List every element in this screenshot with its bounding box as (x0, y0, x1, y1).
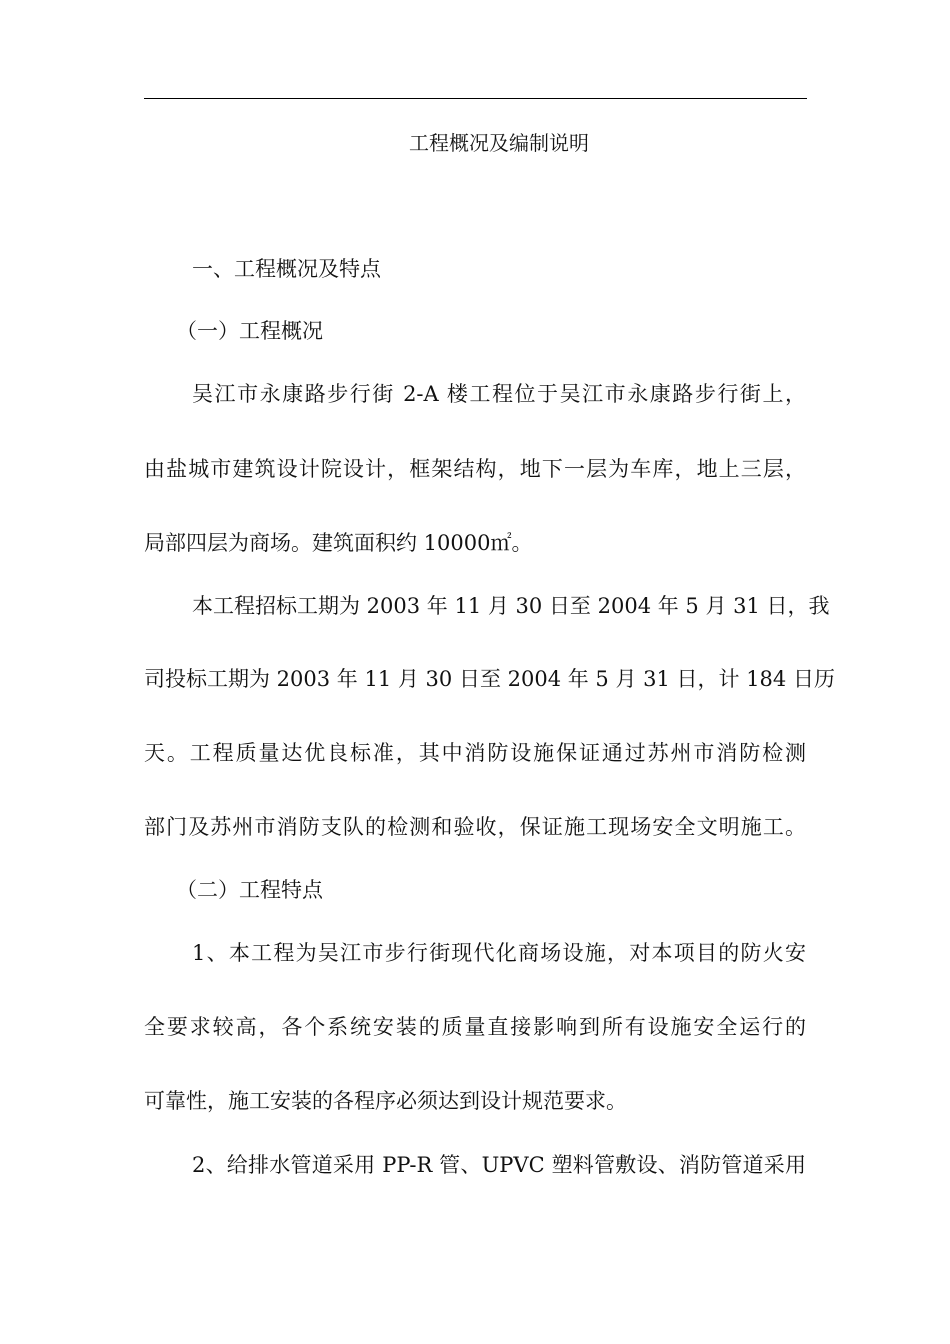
paragraph-line: 部门及苏州市消防支队的检测和验收，保证施工现场安全文明施工。 (144, 815, 806, 839)
paragraph-line: 局部四层为商场。建筑面积约 10000㎡。 (144, 531, 533, 555)
subheading-project-features: （二）工程特点 (176, 878, 323, 902)
document-title: 工程概况及编制说明 (409, 131, 589, 155)
paragraph-line: 全要求较高，各个系统安装的质量直接影响到所有设施安全运行的 (144, 1015, 806, 1039)
paragraph-line: 本工程招标工期为 2003 年 11 月 30 日至 2004 年 5 月 31 日，我 (192, 594, 830, 618)
paragraph-line: 天。工程质量达优良标准，其中消防设施保证通过苏州市消防检测 (144, 741, 806, 765)
header-rule (144, 98, 807, 99)
paragraph-line: 可靠性，施工安装的各程序必须达到设计规范要求。 (144, 1089, 627, 1113)
paragraph-line: 司投标工期为 2003 年 11 月 30 日至 2004 年 5 月 31 日，计 184 日历 (144, 667, 835, 691)
paragraph-line: 由盐城市建筑设计院设计，框架结构，地下一层为车库，地上三层， (144, 457, 806, 481)
paragraph-line: 1、本工程为吴江市步行街现代化商场设施，对本项目的防火安 (192, 941, 806, 965)
paragraph-line: 吴江市永康路步行街 2-A 楼工程位于吴江市永康路步行街上， (192, 382, 806, 406)
section-heading-overview: 一、工程概况及特点 (192, 257, 381, 281)
subheading-project-overview: （一）工程概况 (176, 319, 323, 343)
paragraph-line: 2、给排水管道采用 PP-R 管、UPVC 塑料管敷设、消防管道采用 (192, 1153, 806, 1177)
